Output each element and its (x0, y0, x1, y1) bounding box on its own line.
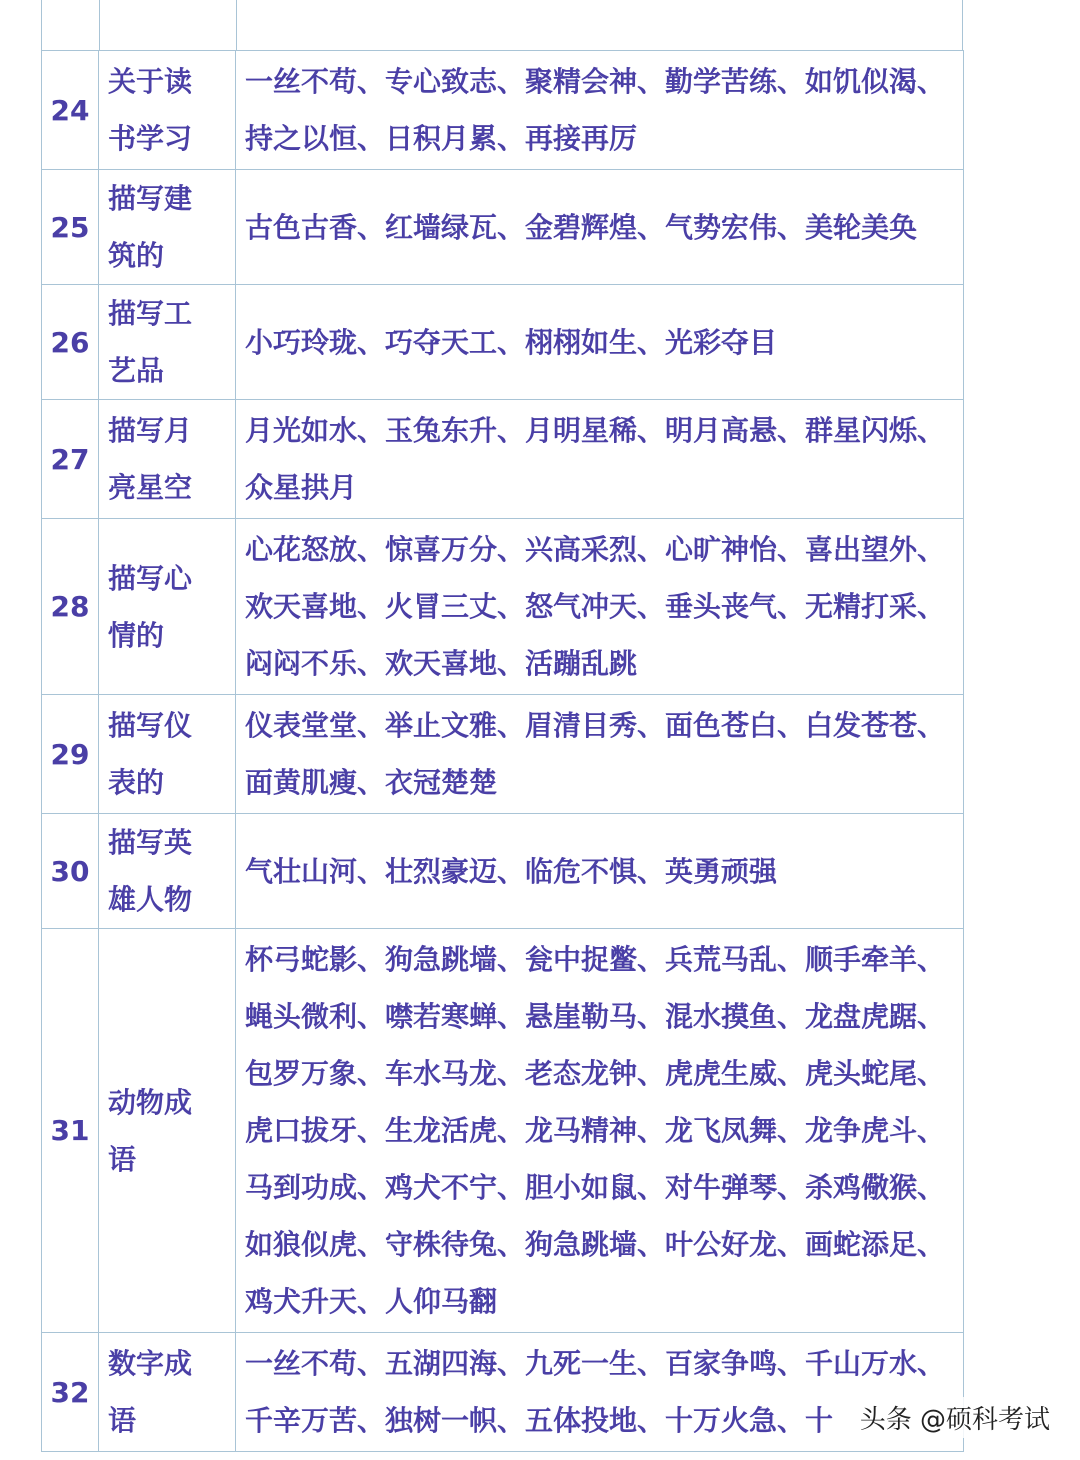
table-row (42, 1333, 964, 1452)
row-idioms: 一丝不苟、五湖四海、九死一生、百家争鸣、千山万水、千辛万苦、独树一帜、五体投地、十万火急、十 (236, 1333, 964, 1452)
table-row (42, 695, 964, 814)
row-number: 25 (42, 170, 99, 285)
table-top-continuation (41, 0, 963, 50)
row-number: 24 (42, 51, 99, 170)
row-idioms: 仪表堂堂、举止文雅、眉清目秀、面色苍白、白发苍苍、面黄肌瘦、衣冠楚楚 (236, 695, 964, 814)
idiom-table-body (42, 51, 964, 1452)
table-row (42, 51, 964, 170)
row-idioms: 心花怒放、惊喜万分、兴高采烈、心旷神怡、喜出望外、欢天喜地、火冒三丈、怒气冲天、垂头丧气、无精打采、闷闷不乐、欢天喜地、活蹦乱跳 (236, 519, 964, 695)
row-category: 描写仪 表的 (99, 695, 236, 814)
row-idioms: 气壮山河、壮烈豪迈、临危不惧、英勇顽强 (236, 814, 964, 929)
column-divider (236, 0, 237, 50)
table-row (42, 929, 964, 1333)
column-divider (99, 0, 100, 50)
row-category: 数字成 语 (99, 1333, 236, 1452)
row-number: 32 (42, 1333, 99, 1452)
row-idioms: 小巧玲珑、巧夺天工、栩栩如生、光彩夺目 (236, 285, 964, 400)
row-number: 28 (42, 519, 99, 695)
row-category: 描写建 筑的 (99, 170, 236, 285)
watermark: 头条 @硕科考试 (856, 1397, 1054, 1438)
row-number: 30 (42, 814, 99, 929)
row-number: 27 (42, 400, 99, 519)
row-number: 26 (42, 285, 99, 400)
row-category: 关于读 书学习 (99, 51, 236, 170)
idiom-table (41, 50, 964, 1452)
row-idioms: 杯弓蛇影、狗急跳墙、瓮中捉鳖、兵荒马乱、顺手牵羊、蝇头微利、噤若寒蝉、悬崖勒马、混水摸鱼、龙盘虎踞、包罗万象、车水马龙、老态龙钟、虎虎生威、虎头蛇尾、虎口拔牙、生龙活虎、龙马精神、龙飞凤舞、龙争虎斗、马到功成、鸡犬不宁、胆小如鼠、对牛弹琴、杀鸡儆猴、如狼似虎、守株待兔、狗急跳墙、叶公好龙、画蛇添足、鸡犬升天、人仰马翻 (236, 929, 964, 1333)
row-number: 31 (42, 929, 99, 1333)
row-idioms: 古色古香、红墙绿瓦、金碧辉煌、气势宏伟、美轮美奂 (236, 170, 964, 285)
table-row (42, 170, 964, 285)
row-idioms: 月光如水、玉兔东升、月明星稀、明月高悬、群星闪烁、众星拱月 (236, 400, 964, 519)
row-category: 动物成 语 (99, 929, 236, 1333)
row-category: 描写英 雄人物 (99, 814, 236, 929)
table-row (42, 285, 964, 400)
row-category: 描写月 亮星空 (99, 400, 236, 519)
row-idioms: 一丝不苟、专心致志、聚精会神、勤学苦练、如饥似渴、持之以恒、日积月累、再接再厉 (236, 51, 964, 170)
table-row (42, 400, 964, 519)
row-category: 描写心 情的 (99, 519, 236, 695)
table-row (42, 519, 964, 695)
row-number: 29 (42, 695, 99, 814)
row-category: 描写工 艺品 (99, 285, 236, 400)
table-row (42, 814, 964, 929)
